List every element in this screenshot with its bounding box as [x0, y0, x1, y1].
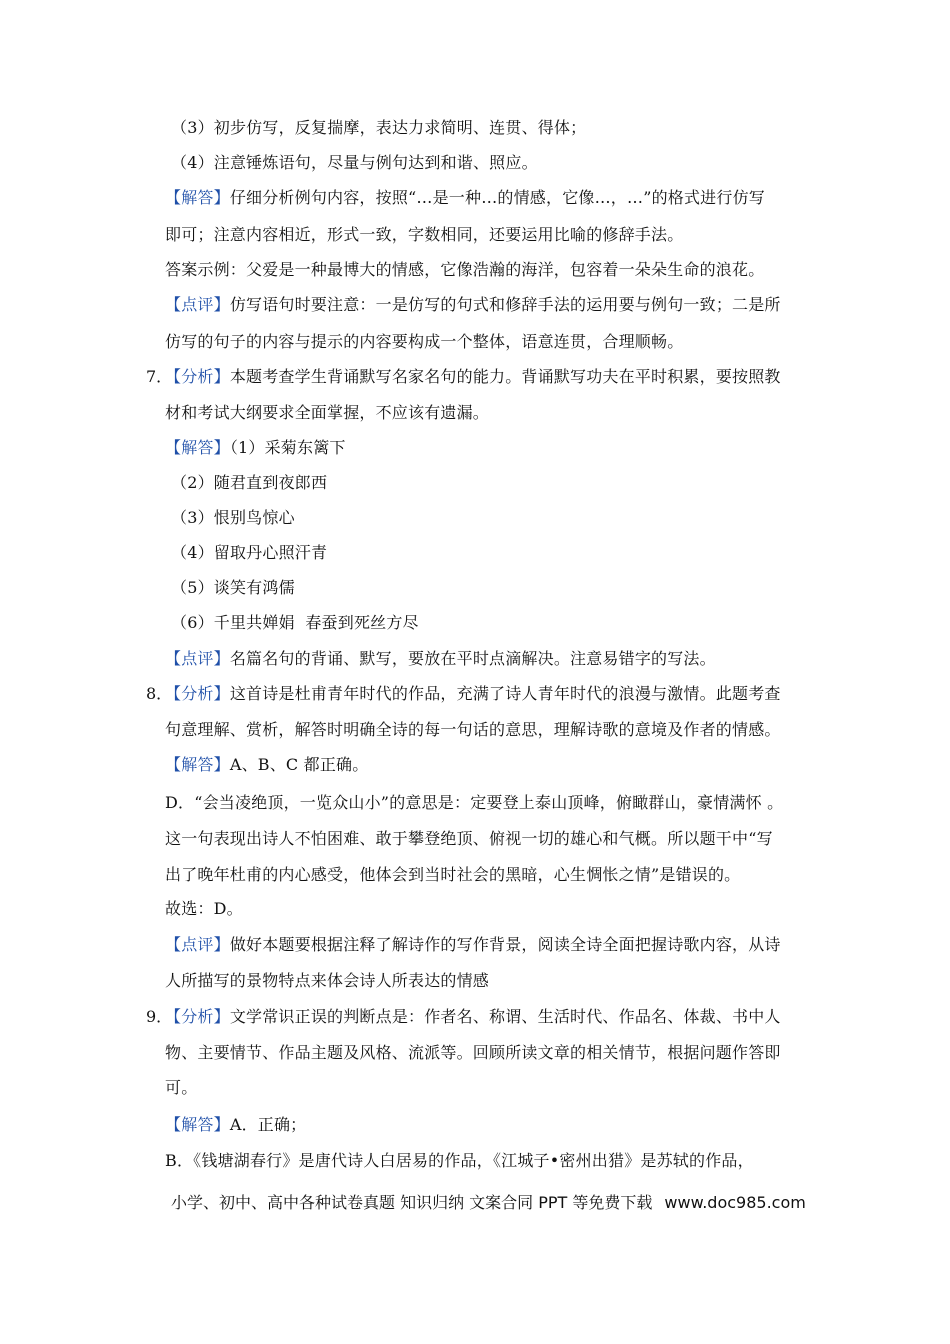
text-line: 出了晚年杜甫的内心感受，他体会到当时社会的黑暗，心生惆怅之情”是错误的。 — [165, 865, 741, 884]
text-line: （4）注意锤炼语句，尽量与例句达到和谐、照应。 — [171, 153, 538, 172]
text-line: 【点评】名篇名句的背诵、默写，要放在平时点滴解决。注意易错字的写法。 — [165, 649, 716, 668]
text-line: 【解答】A、B、C 都正确。 — [165, 755, 369, 774]
text-line: 物、主要情节、作品主题及风格、流派等。回顾所读文章的相关情节，根据问题作答即 — [165, 1043, 781, 1062]
text-line: 【点评】做好本题要根据注释了解诗作的写作背景，阅读全诗全面把握诗歌内容，从诗 — [165, 935, 781, 954]
comment-tag: 【点评】 — [165, 649, 230, 668]
analysis-tag: 【分析】 — [165, 684, 230, 703]
text-line: 【解答】（1）采菊东篱下 — [165, 438, 346, 457]
answer-tag: 【解答】 — [165, 1115, 230, 1134]
text-line: 【解答】仔细分析例句内容，按照“…是一种…的情感，它像…，…”的格式进行仿写 — [165, 188, 765, 207]
analysis-tag: 【分析】 — [165, 367, 230, 386]
analysis-tag: 【分析】 — [165, 1007, 230, 1026]
text-line: 句意理解、赏析，解答时明确全诗的每一句话的意思，理解诗歌的意境及作者的情感。 — [165, 720, 781, 739]
text-line: 这一句表现出诗人不怕困难、敢于攀登绝顶、俯视一切的雄心和气概。所以题干中“写 — [165, 829, 773, 848]
text-line: 材和考试大纲要求全面掌握，不应该有遗漏。 — [165, 403, 490, 422]
text-line: D．“会当凌绝顶，一览众山小”的意思是：定要登上泰山顶峰，俯瞰群山，豪情满怀 。 — [165, 793, 784, 812]
text-line: 【点评】仿写语句时要注意：一是仿写的句式和修辞手法的运用要与例句一致；二是所 — [165, 295, 781, 314]
footer-link[interactable]: www.doc985.com — [664, 1193, 806, 1212]
text-line: 仿写的句子的内容与提示的内容要构成一个整体，语意连贯，合理顺畅。 — [165, 332, 684, 351]
text-line: （3）初步仿写，反复揣摩，表达力求简明、连贯、得体； — [171, 118, 587, 137]
text-line: （5）谈笑有鸿儒 — [171, 578, 295, 597]
footer-text: 小学、初中、高中各种试卷真题 知识归纳 文案合同 PPT 等免费下载 — [171, 1193, 653, 1212]
text-line: 即可；注意内容相近，形式一致，字数相同，还要运用比喻的修辞手法。 — [165, 225, 684, 244]
text-line: （3）恨别鸟惊心 — [171, 508, 295, 527]
answer-tag: 【解答】 — [165, 438, 230, 457]
text-line: 人所描写的景物特点来体会诗人所表达的情感 — [165, 971, 490, 990]
answer-tag: 【解答】 — [165, 755, 230, 774]
text-line: B．《钱塘湖春行》是唐代诗人白居易的作品，《江城子•密州出猎》是苏轼的作品， — [165, 1151, 754, 1170]
text-line: （6）千里共婵娟 春蚕到死丝方尽 — [171, 613, 419, 632]
page-footer — [171, 1193, 806, 1213]
text-line: 【分析】本题考查学生背诵默写名家名句的能力。背诵默写功夫在平时积累，要按照教 — [165, 367, 781, 386]
text-line: 【分析】文学常识正误的判断点是：作者名、称谓、生活时代、作品名、体裁、书中人 — [165, 1007, 781, 1026]
text-line: （4）留取丹心照汗青 — [171, 543, 328, 562]
comment-tag: 【点评】 — [165, 295, 230, 314]
question-number: 8． — [146, 684, 173, 703]
answer-tag: 【解答】 — [165, 188, 230, 207]
question-number: 7． — [146, 367, 173, 386]
text-line: 可。 — [165, 1078, 198, 1097]
question-number: 9． — [146, 1007, 173, 1026]
text-line: 答案示例：父爱是一种最博大的情感，它像浩瀚的海洋，包容着一朵朵生命的浪花。 — [165, 260, 765, 279]
text-line: （2）随君直到夜郎西 — [171, 473, 328, 492]
text-line: 故选：D。 — [165, 899, 243, 918]
comment-tag: 【点评】 — [165, 935, 230, 954]
text-line: 【解答】A．正确； — [165, 1115, 307, 1134]
text-line: 【分析】这首诗是杜甫青年时代的作品，充满了诗人青年时代的浪漫与激情。此题考查 — [165, 684, 781, 703]
